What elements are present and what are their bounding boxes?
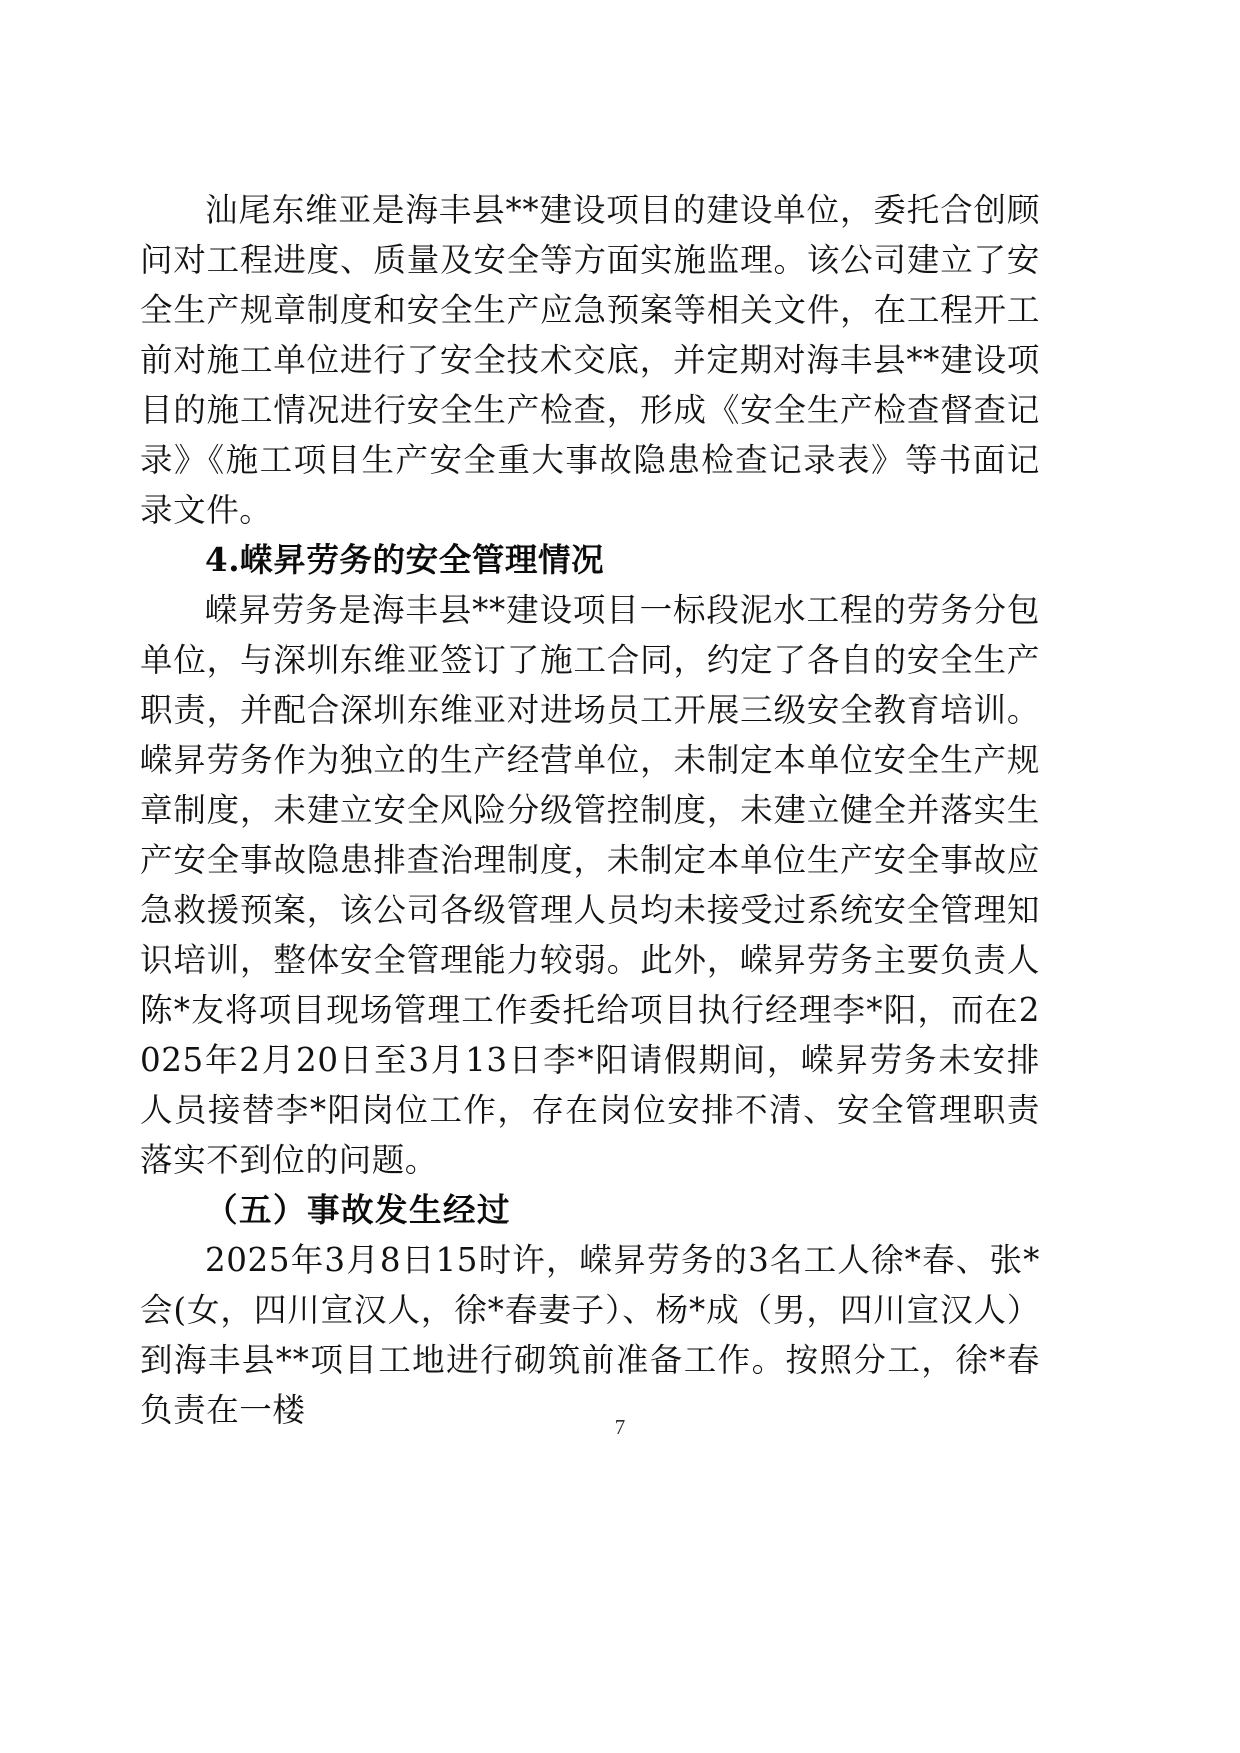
page-number: 7 bbox=[614, 1415, 626, 1439]
page-content bbox=[140, 185, 1040, 1435]
paragraph-accident-process: 2025年3月8日15时许，嵘昇劳务的3名工人徐*春、张*会(女，四川宣汉人，徐*春妻子）、杨*成（男，四川宣汉人）到海丰县**项目工地进行砌筑前准备工作。按照分工，徐*春负责在一楼 bbox=[140, 1241, 1040, 1429]
heading-section-5: （五）事故发生经过 bbox=[205, 1190, 512, 1229]
heading-section-4: 4.嵘昇劳务的安全管理情况 bbox=[205, 540, 605, 579]
paragraph-supervision: 汕尾东维亚是海丰县**建设项目的建设单位，委托合创顾问对工程进度、质量及安全等方面实施监理。该公司建立了安全生产规章制度和安全生产应急预案等相关文件，在工程开工前对施工单位进行了安全技术交底，并定期对海丰县**建设项目的施工情况进行安全生产检查，形成《安全生产检查督查记录》《施工项目生产安全重大事故隐患检查记录表》等书面记录文件。 bbox=[140, 191, 1040, 529]
paragraph-rongsheng-safety-management: 嵘昇劳务是海丰县**建设项目一标段泥水工程的劳务分包单位，与深圳东维亚签订了施工合同，约定了各自的安全生产职责，并配合深圳东维亚对进场员工开展三级安全教育培训。嵘昇劳务作为独立的生产经营单位，未制定本单位安全生产规章制度，未建立安全风险分级管控制度，未建立健全并落实生产安全事故隐患排查治理制度，未制定本单位生产安全事故应急救援预案，该公司各级管理人员均未接受过系统安全管理知识培训，整体安全管理能力较弱。此外，嵘昇劳务主要负责人陈*友将项目现场管理工作委托给项目执行经理李*阳，而在2025年2月20日至3月13日李*阳请假期间，嵘昇劳务未安排人员接替李*阳岗位工作，存在岗位安排不清、安全管理职责落实不到位的问题。 bbox=[140, 591, 1040, 1179]
